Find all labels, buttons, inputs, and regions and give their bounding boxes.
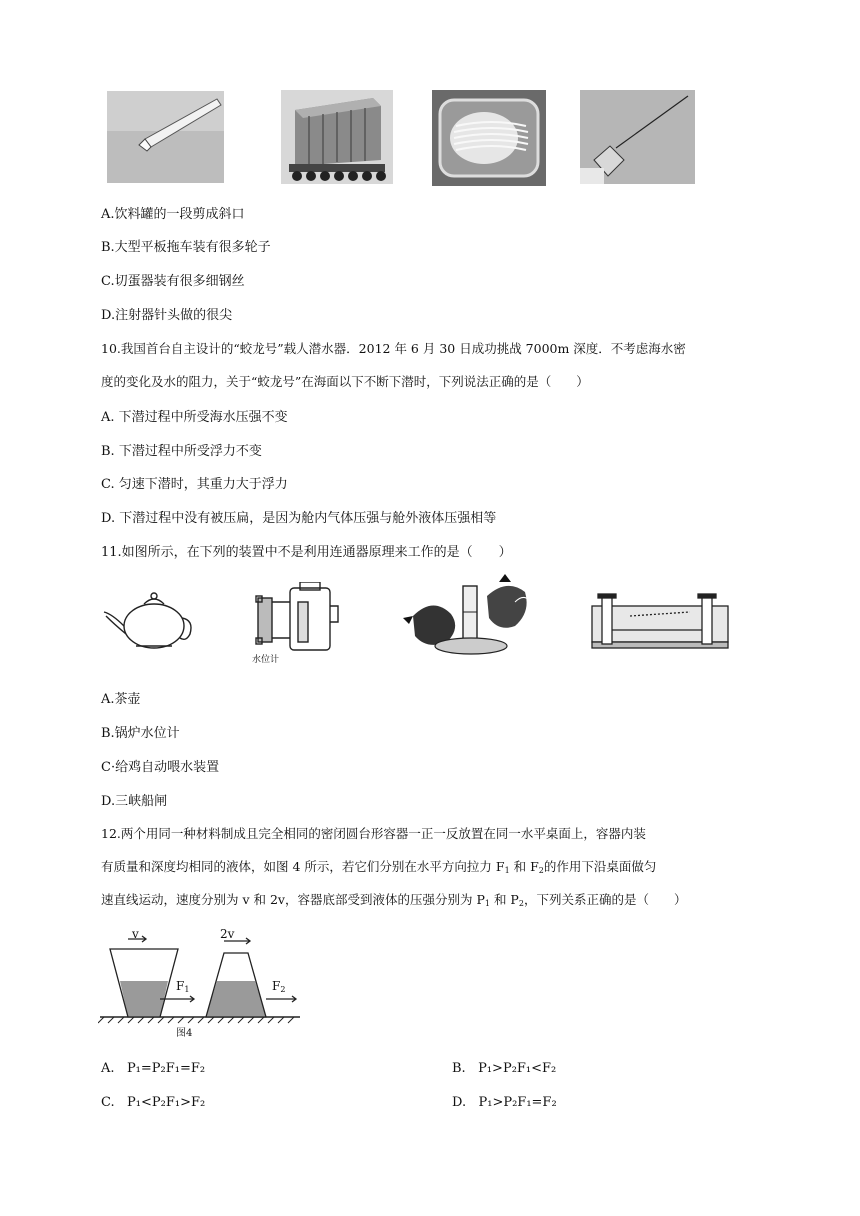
chicken-waterer-figure	[403, 572, 533, 664]
q9-option-a: A.饮料罐的一段剪成斜口	[101, 207, 245, 222]
boiler-label: 水位计	[252, 655, 280, 665]
photo-cut-can-straw	[107, 91, 224, 183]
q9-option-b: B.大型平板拖车装有很多轮子	[101, 240, 271, 255]
q10-stem-line1: 10.我国首台自主设计的“蛟龙号”载人潜水器．2012 年 6 月 30 日成功挑战 7000m 深度．不考虑海水密	[101, 341, 686, 356]
q12-stem-line1: 12.两个用同一种材料制成且完全相同的密闭圆台形容器一正一反放置在同一水平桌面上，容器内装	[101, 826, 646, 841]
ship-lock-figure	[590, 590, 730, 652]
q12-option-d-label: D.	[452, 1095, 467, 1110]
q10-option-b: B. 下潜过程中所受浮力不变	[101, 444, 262, 459]
q10-stem-line2: 度的变化及水的阻力，关于“蛟龙号”在海面以下不断下潜时，下列说法正确的是（ ）	[101, 374, 589, 389]
q11-option-c: C·给鸡自动喂水装置	[101, 760, 220, 775]
q12-option-b-label: B.	[452, 1061, 466, 1076]
photo-syringe	[580, 90, 695, 184]
q12-option-c-label: C.	[101, 1095, 115, 1110]
q12-option-a	[101, 1061, 205, 1076]
figure-4-f1-label: $F_1$	[176, 979, 190, 994]
photo-egg-slicer	[432, 90, 546, 186]
q10-option-d: D. 下潜过程中没有被压扁，是因为舱内气体压强与舱外液体压强相等	[101, 511, 497, 526]
q12-option-c-text: P₁<P₂F₁>F₂	[127, 1095, 206, 1110]
teapot-figure	[100, 584, 200, 656]
q11-option-b: B.锅炉水位计	[101, 726, 180, 741]
q12-option-a-label: A.	[101, 1061, 115, 1076]
q10-option-c: C. 匀速下潜时，其重力大于浮力	[101, 477, 288, 492]
figure-4-f2-label: $F_2$	[272, 979, 286, 994]
figure-4-caption: 图4	[176, 1028, 193, 1039]
q12-option-a-text: P₁=P₂F₁=F₂	[126, 1061, 206, 1076]
q12-stem-line3: 速直线运动，速度分别为 v 和 2v，容器底部受到液体的压强分别为 $P_1$ 和 $P_2$，下列关系正确的是（ ）	[101, 892, 687, 908]
q12-stem-line2: 有质量和深度均相同的液体，如图 4 所示，若它们分别在水平方向拉力 $F_1$ 和 $F_2$的作用下沿桌面做匀	[101, 859, 657, 875]
q10-option-a: A. 下潜过程中所受海水压强不变	[101, 410, 288, 425]
q12-option-d-text: P₁>P₂F₁=F₂	[478, 1095, 557, 1110]
figure-4-v-label: v	[132, 927, 139, 941]
q11-option-a: A.茶壶	[101, 692, 141, 707]
q9-option-d: D.注射器针头做的很尖	[101, 308, 233, 323]
figure-4-2v-label: 2v	[220, 927, 235, 941]
q12-option-d	[452, 1095, 557, 1110]
q11-option-d: D.三峡船闸	[101, 794, 168, 809]
q11-stem: 11.如图所示，在下列的装置中不是利用连通器原理来工作的是（ ）	[101, 545, 512, 560]
q12-option-c	[101, 1095, 205, 1110]
q12-option-b	[452, 1061, 556, 1076]
photo-flatbed-trailer	[281, 90, 393, 184]
q9-option-c: C.切蛋器装有很多细钢丝	[101, 274, 245, 289]
q12-option-b-text: P₁>P₂F₁<F₂	[478, 1061, 557, 1076]
